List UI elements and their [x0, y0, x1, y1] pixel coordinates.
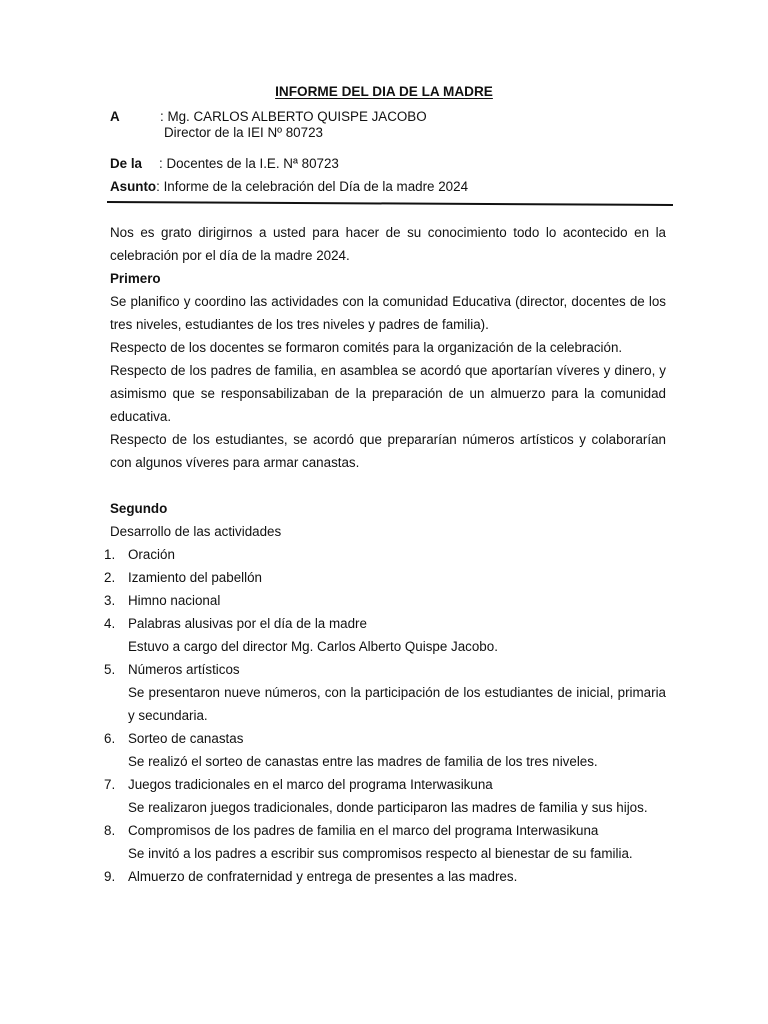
list-item-number: 9. — [104, 869, 116, 884]
list-item — [104, 566, 666, 589]
list-item — [104, 865, 666, 888]
from-value: : Docentes de la I.E. Nª 80723 — [159, 156, 339, 171]
list-item-title: Izamiento del pabellón — [128, 570, 262, 585]
list-item — [104, 658, 666, 727]
from-row — [110, 155, 339, 172]
to-row — [110, 108, 427, 125]
subject-row — [110, 178, 468, 195]
section-second-subheading: Desarrollo de las actividades — [110, 524, 282, 539]
from-label: De la — [110, 156, 143, 171]
list-item-detail: Se presentaron nueve números, con la participación de los estudiantes de inicial, primaria y secundaria. — [128, 685, 666, 723]
to-role: Director de la IEI Nº 80723 — [164, 125, 323, 140]
list-item-number: 7. — [104, 777, 116, 792]
subject-label: Asunto — [110, 179, 157, 194]
list-item — [104, 589, 666, 612]
list-item-detail: Estuvo a cargo del director Mg. Carlos Alberto Quispe Jacobo. — [128, 639, 498, 654]
list-item-number: 3. — [104, 593, 116, 608]
list-item-title: Sorteo de canastas — [128, 731, 244, 746]
list-item — [104, 727, 666, 773]
first-paragraph-4: Respecto de los estudiantes, se acordó que prepararían números artísticos y colaborarían con algunos víveres para armar canastas. — [110, 432, 666, 470]
list-item-number: 5. — [104, 662, 116, 677]
list-item-detail: Se invitó a los padres a escribir sus compromisos respecto al bienestar de su familia. — [128, 846, 633, 861]
list-item-title: Juegos tradicionales en el marco del programa Interwasikuna — [128, 777, 493, 792]
list-item — [104, 612, 666, 658]
list-item-number: 6. — [104, 731, 116, 746]
list-item-number: 2. — [104, 570, 116, 585]
list-item-title: Himno nacional — [128, 593, 221, 608]
first-paragraph-3: Respecto de los padres de familia, en asamblea se acordó que aportarían víveres y dinero, y asimismo que se responsabilizaban de la preparación de un almuerzo para la comunidad educativa. — [110, 363, 666, 424]
list-item-number: 4. — [104, 616, 116, 631]
intro-paragraph: Nos es grato dirigirnos a usted para hacer de su conocimiento todo lo acontecido en la celebración por el día de la madre 2024. — [110, 225, 666, 263]
activities-list — [104, 543, 666, 888]
first-paragraph-1: Se planifico y coordino las actividades con la comunidad Educativa (director, docentes de los tres niveles, estudiantes de los tres niveles y padres de familia). — [110, 294, 666, 332]
to-name: : Mg. CARLOS ALBERTO QUISPE JACOBO — [160, 109, 427, 124]
subject-value: : Informe de la celebración del Día de la madre 2024 — [156, 179, 469, 194]
list-item-number: 1. — [104, 547, 116, 562]
document-title: INFORME DEL DIA DE LA MADRE — [275, 84, 493, 99]
list-item-detail: Se realizaron juegos tradicionales, donde participaron las madres de familia y sus hijos. — [128, 800, 648, 815]
first-paragraph-2: Respecto de los docentes se formaron comités para la organización de la celebración. — [110, 340, 623, 355]
document-body — [104, 221, 666, 888]
section-first-heading: Primero — [110, 271, 161, 286]
list-item — [104, 819, 666, 865]
list-item — [104, 543, 666, 566]
list-item — [104, 773, 666, 819]
header-divider — [107, 201, 673, 206]
section-second-heading: Segundo — [110, 501, 168, 516]
list-item-title: Compromisos de los padres de familia en el marco del programa Interwasikuna — [128, 823, 599, 838]
list-item-title: Almuerzo de confraternidad y entrega de presentes a las madres. — [128, 869, 518, 884]
list-item-detail: Se realizó el sorteo de canastas entre las madres de familia de los tres niveles. — [128, 754, 598, 769]
list-item-title: Palabras alusivas por el día de la madre — [128, 616, 367, 631]
to-label: A — [110, 109, 120, 124]
list-item-title: Números artísticos — [128, 662, 240, 677]
list-item-title: Oración — [128, 547, 175, 562]
list-item-number: 8. — [104, 823, 116, 838]
